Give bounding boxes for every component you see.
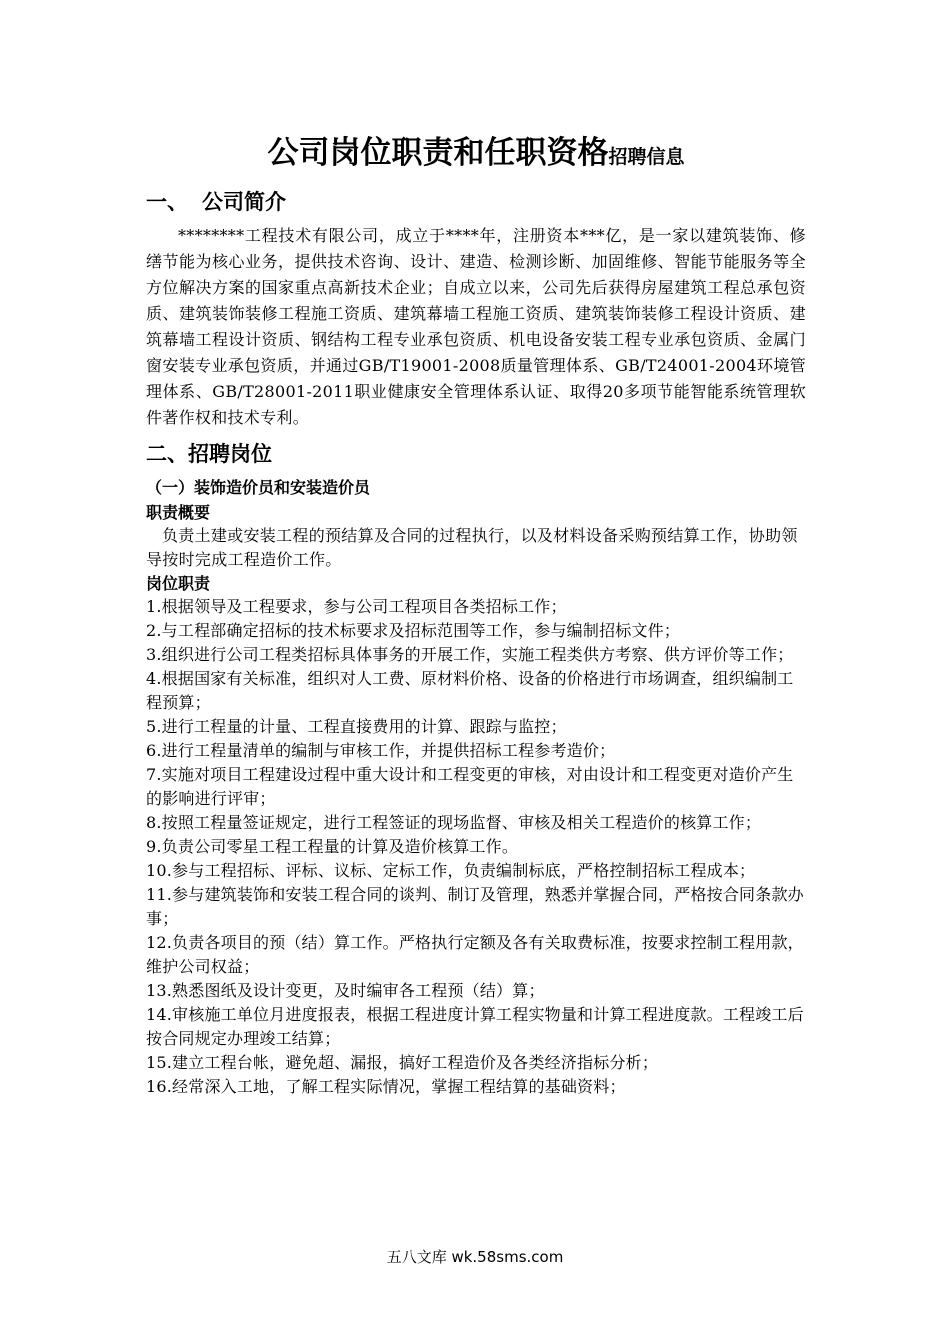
page-footer: 五八文库 wk.58sms.com <box>386 1248 564 1266</box>
duty-item: 3.组织进行公司工程类招标具体事务的开展工作，实施工程类供方考察、供方评价等工作； <box>146 645 794 664</box>
title-sub: 招聘信息 <box>608 146 685 168</box>
duties-label: 岗位职责 <box>146 574 211 593</box>
duty-item: 4.根据国家有关标准，组织对人工费、原材料价格、设备的价格进行市场调查，组织编制工程预算； <box>146 669 794 712</box>
duty-item: 12.负责各项目的预（结）算工作。严格执行定额及各有关取费标准，按要求控制工程用款，维护公司权益； <box>146 933 804 976</box>
duty-item: 2.与工程部确定招标的技术标要求及招标范围等工作，参与编制招标文件； <box>146 621 681 640</box>
duty-item: 8.按照工程量签证规定，进行工程签证的现场监督、审核及相关工程造价的核算工作； <box>146 813 762 832</box>
duty-item: 16.经常深入工地，了解工程实际情况，掌握工程结算的基础资料； <box>146 1077 626 1096</box>
duty-item: 7.实施对项目工程建设过程中重大设计和工程变更的审核，对由设计和工程变更对造价产生的影响进行评审； <box>146 765 794 808</box>
duty-item: 1.根据领导及工程要求，参与公司工程项目各类招标工作； <box>146 597 567 616</box>
section-heading-positions: 二、招聘岗位 <box>146 442 272 466</box>
duty-item: 5.进行工程量的计量、工程直接费用的计算、跟踪与监控； <box>146 717 567 736</box>
duty-item: 14.审核施工单位月进度报表，根据工程进度计算工程实物量和计算工程进度款。工程竣工后按合同规定办理竣工结算； <box>146 1005 804 1048</box>
document-title <box>146 128 806 181</box>
section-heading-text: 公司简介 <box>202 190 286 214</box>
company-intro-paragraph: ********工程技术有限公司，成立于****年，注册资本***亿，是一家以建筑装饰、修缮节能为核心业务，提供技术咨询、设计、建造、检测诊断、加固维修、智能节能服务等全方位解决方案的国家重点高新技术企业；自成立以来，公司先后获得房屋建筑工程总承包资质、建筑装饰装修工程施工资质、建筑幕墙工程施工资质、建筑装饰装修工程设计资质、建筑幕墙工程设计资质、钢结构工程专业承包资质、机电设备安装工程专业承包资质、金属门窗安装专业承包资质，并通过GB/T19001-2008质量管理体系、GB/T24001-2004环境管理体系、GB/T28001-2011职业健康安全管理体系认证、取得20多项节能智能系统管理软件著作权和技术专利。 <box>146 226 806 427</box>
duty-item: 11.参与建筑装饰和安装工程合同的谈判、制订及管理，熟悉并掌握合同，严格按合同条款办事； <box>146 885 804 928</box>
document-page <box>146 128 806 1099</box>
duty-item: 9.负责公司零星工程工程量的计算及造价核算工作。 <box>146 837 519 856</box>
duties-list <box>146 595 806 1099</box>
title-main: 公司岗位职责和任职资格 <box>267 135 609 171</box>
duty-item: 13.熟悉图纸及设计变更，及时编审各工程预（结）算； <box>146 981 545 1000</box>
section-heading-company-intro <box>146 187 806 217</box>
duty-item: 15.建立工程台帐，避免超、漏报，搞好工程造价及各类经济指标分析； <box>146 1053 659 1072</box>
summary-text: 负责土建或安装工程的预结算及合同的过程执行，以及材料设备采购预结算工作，协助领导按时完成工程造价工作。 <box>146 526 798 569</box>
summary-label: 职责概要 <box>146 503 211 522</box>
position-title: （一）装饰造价员和安装造价员 <box>146 478 371 497</box>
duty-item: 6.进行工程量清单的编制与审核工作，并提供招标工程参考造价； <box>146 741 616 760</box>
section-number: 一、 <box>146 190 188 214</box>
duty-item: 10.参与工程招标、评标、议标、定标工作，负责编制标底，严格控制招标工程成本； <box>146 861 756 880</box>
